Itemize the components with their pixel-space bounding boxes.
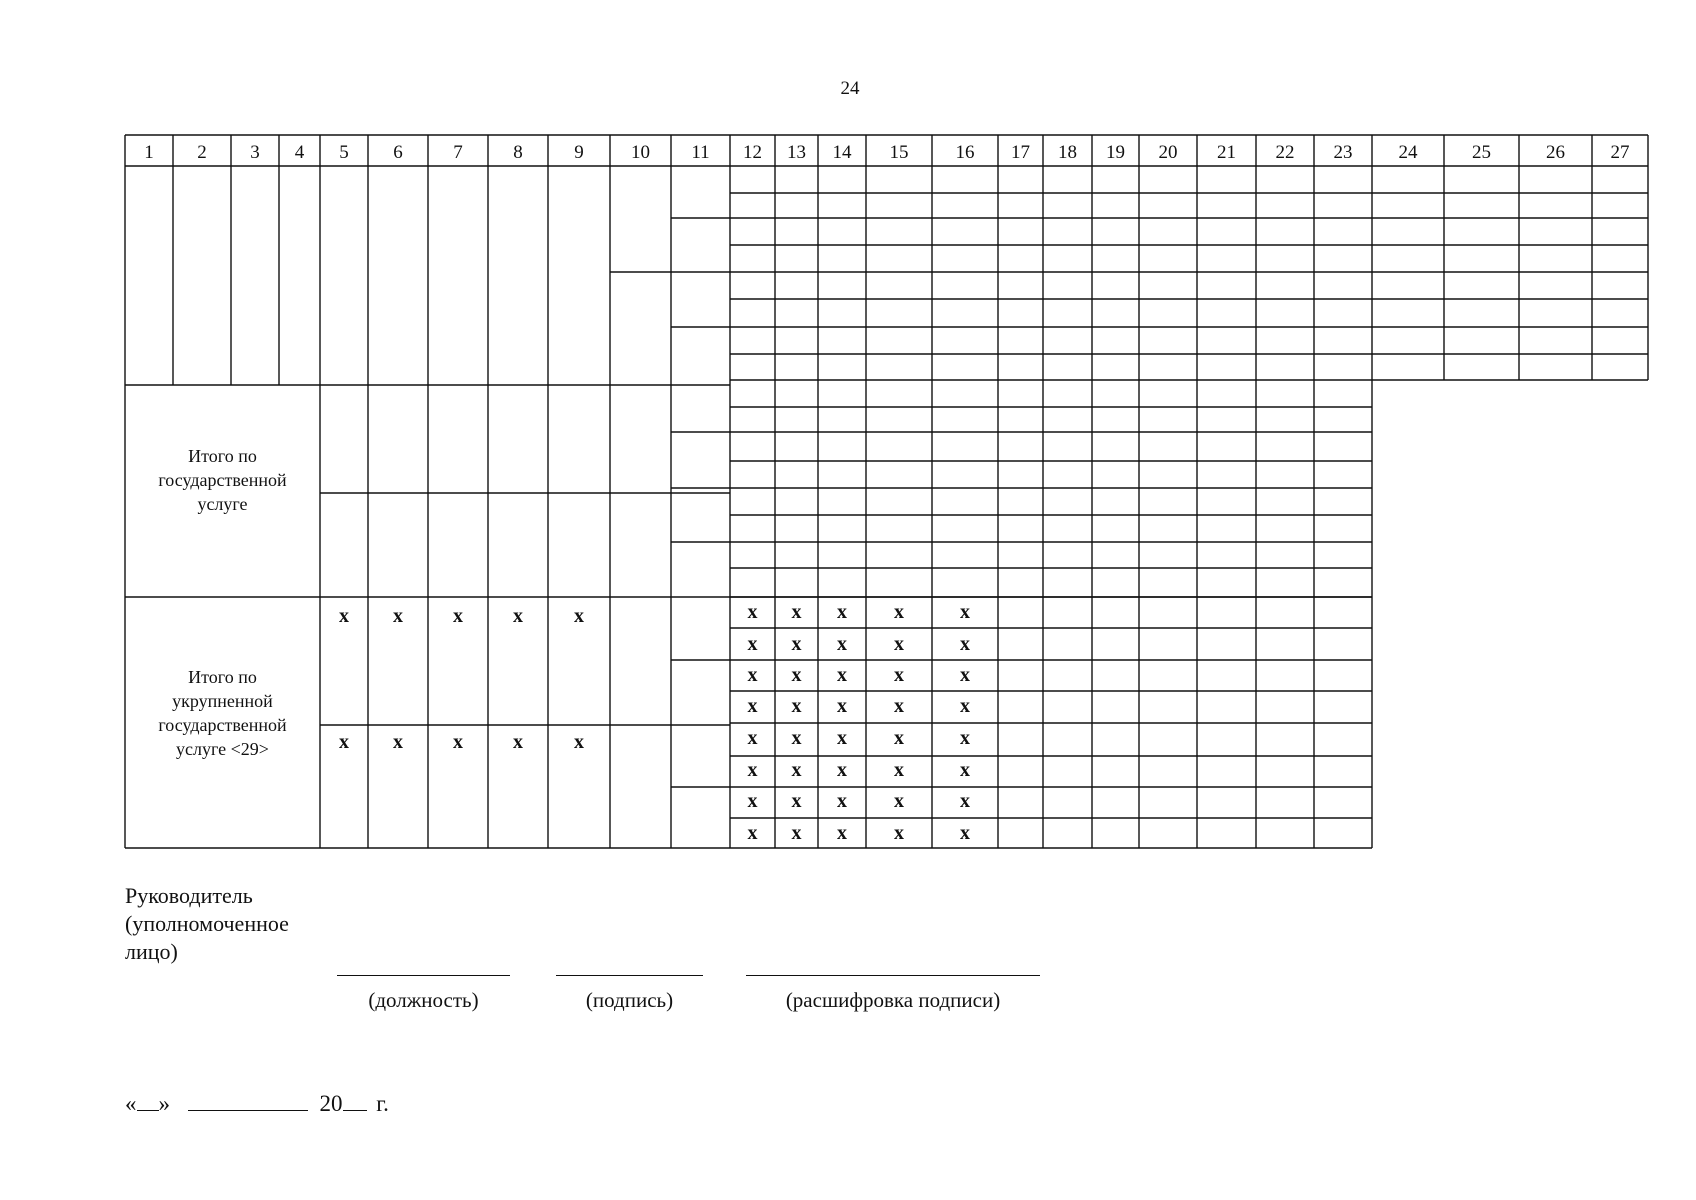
cross-mark: x: [339, 731, 349, 753]
cross-mark: x: [837, 695, 847, 717]
cross-mark: x: [513, 605, 523, 627]
day-blank[interactable]: [137, 1090, 159, 1111]
cross-mark: x: [894, 695, 904, 717]
cross-mark: x: [747, 822, 758, 844]
column-header-21: 21: [1217, 142, 1236, 163]
cross-mark: x: [960, 759, 970, 781]
cross-mark: x: [747, 695, 758, 717]
position-line[interactable]: [337, 975, 510, 976]
cross-mark: x: [960, 601, 970, 623]
column-header-24: 24: [1398, 142, 1418, 163]
cross-mark: x: [747, 664, 758, 686]
column-header-11: 11: [691, 142, 710, 163]
decoding-line[interactable]: [746, 975, 1040, 976]
cross-mark: x: [791, 664, 802, 686]
column-header-6: 6: [393, 142, 403, 163]
cross-mark: x: [339, 605, 349, 627]
cross-mark: x: [837, 727, 847, 749]
column-header-9: 9: [574, 142, 584, 163]
column-header-19: 19: [1106, 142, 1125, 163]
column-header-7: 7: [453, 142, 463, 163]
column-header-12: 12: [743, 142, 762, 163]
column-header-2: 2: [197, 142, 207, 163]
cross-mark: x: [393, 605, 403, 627]
cross-mark: x: [747, 601, 758, 623]
column-header-27: 27: [1610, 142, 1630, 163]
page-number: 24: [840, 78, 860, 99]
cross-mark: x: [791, 633, 802, 655]
year-prefix: 20: [319, 1091, 343, 1116]
column-header-5: 5: [339, 142, 349, 163]
column-header-4: 4: [294, 142, 305, 163]
cross-mark: x: [960, 695, 970, 717]
date-open-quote: «: [125, 1091, 137, 1116]
total-consolidated-label: Итого по укрупненной государственной услуге <29>: [158, 667, 287, 759]
cross-mark: x: [960, 822, 970, 844]
signer-label: Руководитель (уполномоченное лицо): [125, 883, 289, 964]
column-header-8: 8: [513, 142, 523, 163]
column-header-14: 14: [832, 142, 852, 163]
year-blank[interactable]: [343, 1090, 367, 1111]
column-header-17: 17: [1011, 142, 1030, 163]
signature-line[interactable]: [556, 975, 703, 976]
cross-mark: x: [747, 790, 758, 812]
cross-mark: x: [453, 605, 463, 627]
column-header-13: 13: [787, 142, 806, 163]
cross-mark: x: [791, 727, 802, 749]
column-header-10: 10: [631, 142, 650, 163]
cross-mark: x: [960, 790, 970, 812]
cross-mark: x: [747, 759, 758, 781]
column-header-22: 22: [1275, 142, 1295, 163]
cross-mark: x: [747, 727, 758, 749]
date-close-quote: »: [158, 1091, 170, 1116]
cross-mark: x: [837, 822, 847, 844]
cross-mark: x: [791, 790, 802, 812]
cross-mark: x: [393, 731, 403, 753]
cross-mark: x: [791, 759, 802, 781]
cross-mark: x: [791, 601, 802, 623]
column-header-26: 26: [1546, 142, 1565, 163]
cross-mark: x: [894, 633, 904, 655]
total-service-label: Итого по государственной услуге: [158, 446, 287, 514]
date-line: [125, 1090, 389, 1117]
column-header-15: 15: [889, 142, 909, 163]
cross-mark: x: [960, 727, 970, 749]
column-header-23: 23: [1333, 142, 1353, 163]
cross-mark: x: [574, 731, 584, 753]
column-header-3: 3: [250, 142, 260, 163]
cross-mark: x: [960, 633, 970, 655]
cross-mark: x: [894, 601, 904, 623]
cross-mark: x: [894, 759, 904, 781]
column-header-25: 25: [1472, 142, 1491, 163]
cross-mark: x: [894, 822, 904, 844]
cross-mark: x: [960, 664, 970, 686]
column-header-20: 20: [1158, 142, 1178, 163]
cross-mark: x: [894, 727, 904, 749]
position-caption: (должность): [368, 988, 479, 1012]
cross-mark: x: [837, 601, 847, 623]
cross-mark: x: [574, 605, 584, 627]
cross-mark: x: [453, 731, 463, 753]
year-suffix: г.: [376, 1091, 389, 1116]
column-header-16: 16: [955, 142, 975, 163]
cross-mark: x: [837, 633, 847, 655]
month-blank[interactable]: [188, 1090, 308, 1111]
column-header-18: 18: [1058, 142, 1077, 163]
cross-mark: x: [791, 695, 802, 717]
cross-mark: x: [837, 664, 847, 686]
cross-mark: x: [894, 664, 904, 686]
decoding-caption: (расшифровка подписи): [785, 988, 1001, 1012]
cross-mark: x: [894, 790, 904, 812]
cross-mark: x: [791, 822, 802, 844]
signature-caption: (подпись): [585, 988, 674, 1012]
cross-mark: x: [837, 790, 847, 812]
cross-mark: x: [837, 759, 847, 781]
column-header-1: 1: [144, 142, 154, 163]
cross-mark: x: [747, 633, 758, 655]
cross-mark: x: [513, 731, 523, 753]
